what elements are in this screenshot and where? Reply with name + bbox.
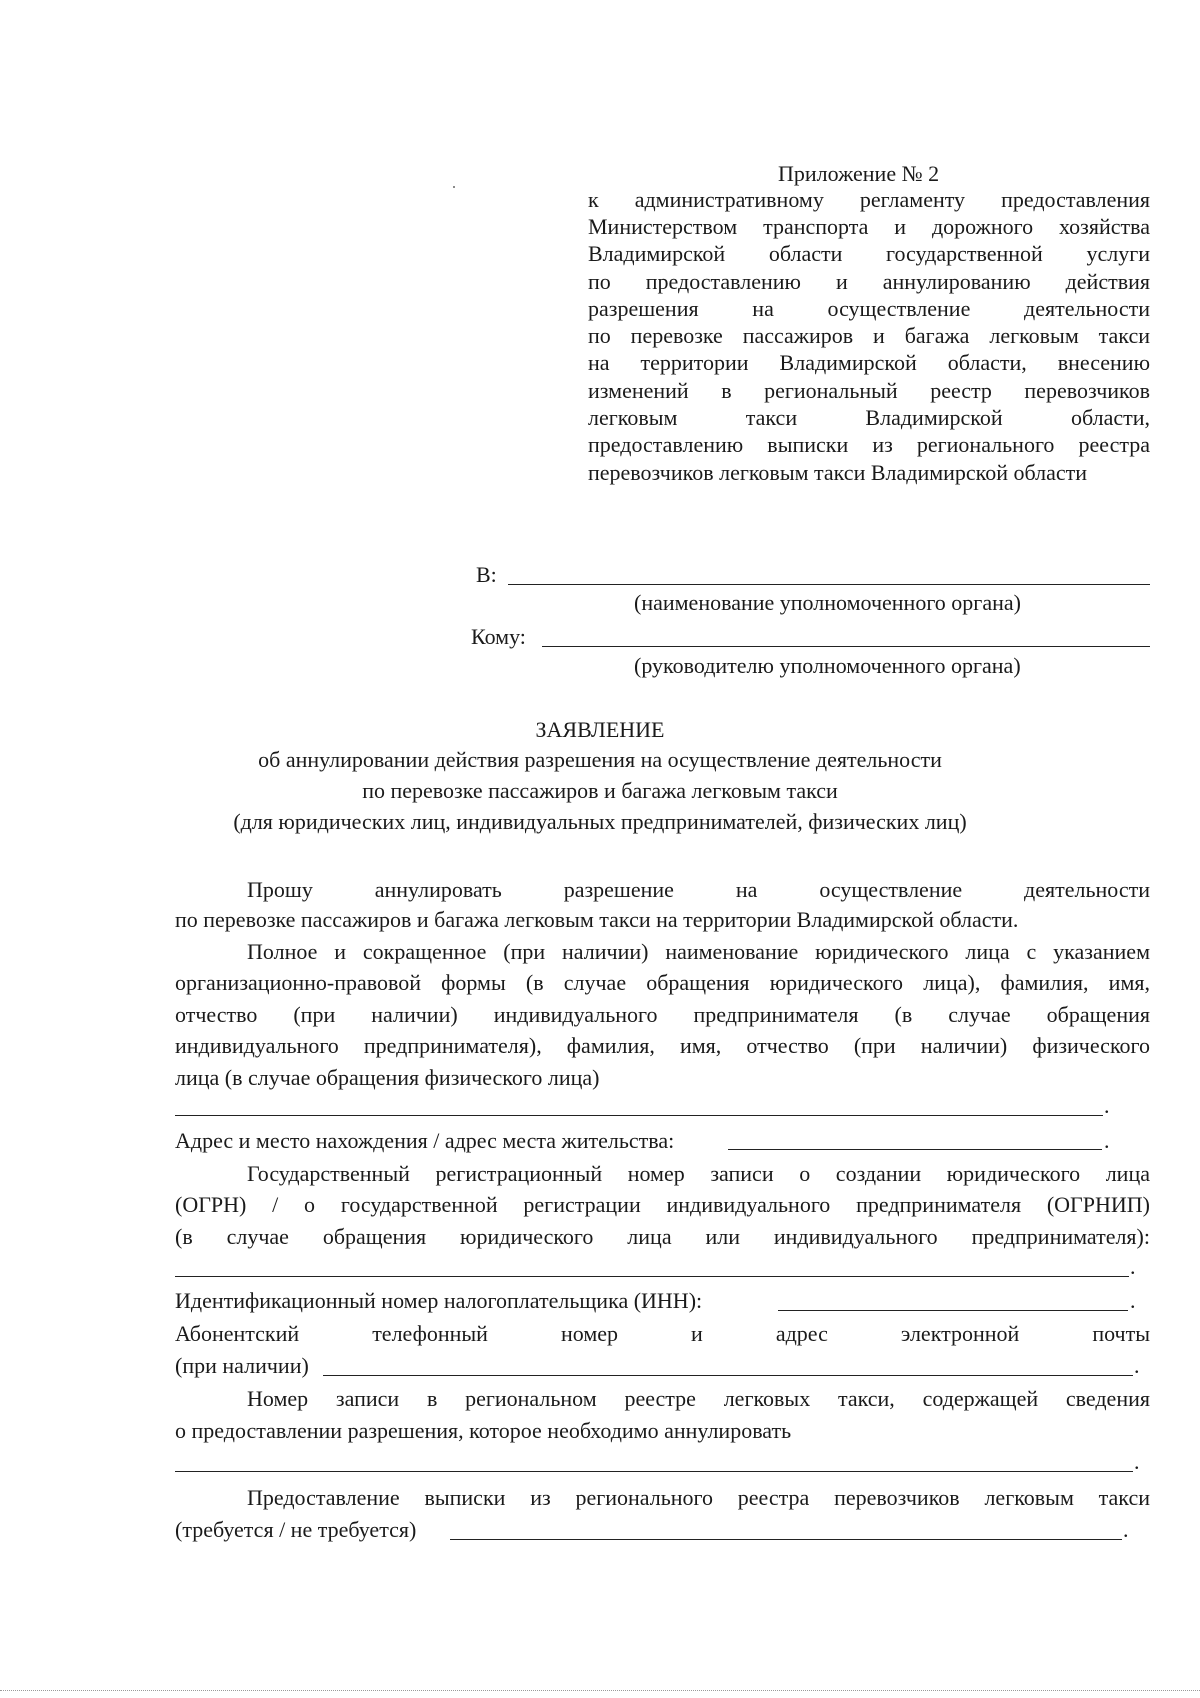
extract-field-line[interactable] <box>450 1539 1122 1540</box>
address-label: Адрес и место нахождения / адрес места жительства: <box>175 1128 675 1153</box>
appendix-line: Министерством транспорта и дорожного хозяйства <box>588 214 1150 239</box>
document-title: ЗАЯВЛЕНИЕ <box>535 717 665 742</box>
to-label: В: <box>476 562 497 587</box>
extract-instruction: Предоставление выписки из регионального реестра перевозчиков легковым такси <box>247 1485 1150 1510</box>
appendix-line: по перевозке пассажиров и багажа легковым такси <box>588 323 1150 348</box>
appendix-line: изменений в региональный реестр перевозчиков <box>588 378 1150 403</box>
whom-caption: (руководителю уполномоченного органа) <box>634 653 1021 678</box>
appendix-line: предоставлению выписки из регионального реестра <box>588 432 1150 457</box>
name-instruction: индивидуального предпринимателя), фамилия, имя, отчество (при наличии) физического <box>175 1033 1150 1058</box>
record-instruction: Номер записи в региональном реестре легковых такси, содержащей сведения <box>247 1386 1150 1411</box>
whom-line[interactable] <box>542 646 1150 647</box>
phone-email-field-line[interactable] <box>323 1375 1133 1376</box>
inn-label: Идентификационный номер налогоплательщика (ИНН): <box>175 1288 703 1313</box>
phone-email-label: Абонентский телефонный номер и адрес электронной почты <box>175 1321 1150 1346</box>
inn-field-line[interactable] <box>778 1310 1128 1311</box>
ogrn-instruction: (в случае обращения юридического лица или индивидуального предпринимателя): <box>175 1224 1150 1249</box>
period: . <box>1104 1128 1110 1153</box>
appendix-title: Приложение № 2 <box>778 161 940 186</box>
request-text: Прошу аннулировать разрешение на осуществление деятельности <box>247 877 1150 902</box>
document-subtitle: об аннулировании действия разрешения на осуществление деятельности <box>258 747 942 772</box>
ogrn-instruction: Государственный регистрационный номер записи о создании юридического лица <box>247 1161 1150 1186</box>
period: . <box>1104 1093 1110 1118</box>
appendix-line: на территории Владимирской области, внесению <box>588 350 1150 375</box>
scan-edge-line <box>0 1690 1200 1691</box>
to-line[interactable] <box>508 584 1150 585</box>
record-instruction: о предоставлении разрешения, которое необходимо аннулировать <box>175 1418 792 1443</box>
whom-label: Кому: <box>471 624 526 649</box>
ogrn-instruction: (ОГРН) / о государственной регистрации индивидуального предпринимателя (ОГРНИП) <box>175 1192 1150 1217</box>
document-subtitle: по перевозке пассажиров и багажа легковым такси <box>362 778 838 803</box>
extract-instruction: (требуется / не требуется) <box>175 1517 417 1542</box>
name-instruction: лица (в случае обращения физического лица) <box>175 1065 600 1090</box>
record-field-line[interactable] <box>175 1471 1133 1472</box>
name-field-line[interactable] <box>175 1115 1103 1116</box>
appendix-line: Владимирской области государственной услуги <box>588 241 1150 266</box>
period: . <box>1123 1517 1129 1542</box>
period: . <box>1130 1288 1136 1313</box>
ogrn-field-line[interactable] <box>175 1276 1129 1277</box>
phone-email-label: (при наличии) <box>175 1353 309 1378</box>
period: . <box>1134 1449 1140 1474</box>
address-field-line[interactable] <box>728 1149 1102 1150</box>
scan-speck <box>453 186 455 188</box>
name-instruction: Полное и сокращенное (при наличии) наименование юридического лица с указанием <box>247 939 1150 964</box>
appendix-line: к административному регламенту предоставления <box>588 187 1150 212</box>
period: . <box>1134 1353 1140 1378</box>
appendix-line: перевозчиков легковым такси Владимирской области <box>588 460 1088 485</box>
appendix-line: по предоставлению и аннулированию действия <box>588 269 1150 294</box>
period: . <box>1130 1254 1136 1279</box>
name-instruction: отчество (при наличии) индивидуального предпринимателя (в случае обращения <box>175 1002 1150 1027</box>
appendix-line: разрешения на осуществление деятельности <box>588 296 1150 321</box>
request-text: по перевозке пассажиров и багажа легковым такси на территории Владимирской области. <box>175 907 1019 932</box>
name-instruction: организационно-правовой формы (в случае обращения юридического лица), фамилия, имя, <box>175 970 1150 995</box>
document-subtitle: (для юридических лиц, индивидуальных предпринимателей, физических лиц) <box>233 809 967 834</box>
appendix-line: легковым такси Владимирской области, <box>588 405 1150 430</box>
to-caption: (наименование уполномоченного органа) <box>634 590 1021 615</box>
